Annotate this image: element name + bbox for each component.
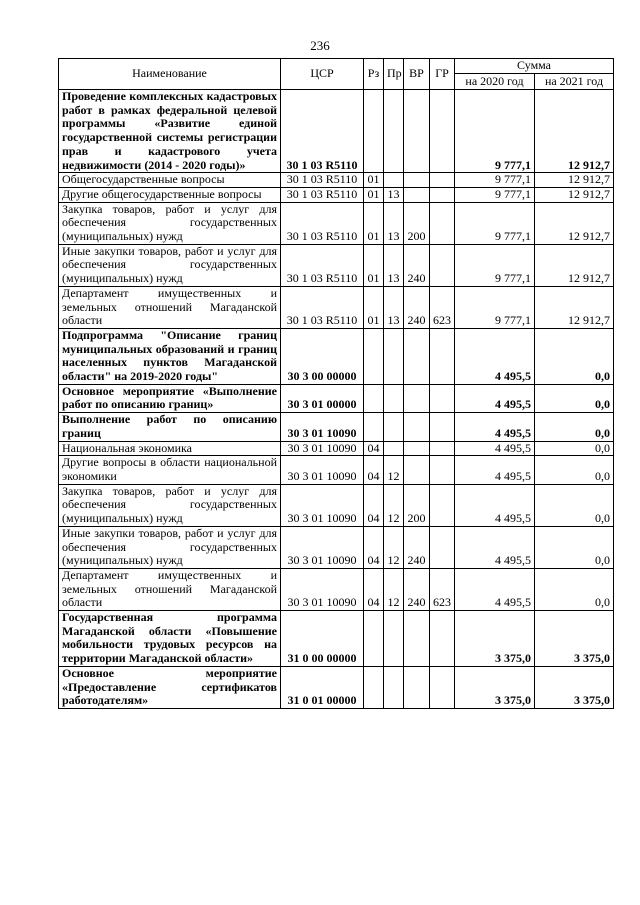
row-vr: [404, 173, 430, 188]
row-name: Другие общегосударственные вопросы: [59, 187, 281, 202]
row-rz: [364, 611, 384, 667]
row-csr: 30 3 01 10090: [281, 484, 364, 526]
row-pr: 13: [384, 202, 404, 244]
row-rz: [364, 384, 384, 412]
row-sum-2020: 4 495,5: [455, 526, 535, 568]
row-vr: [404, 611, 430, 667]
table-row: [59, 244, 614, 286]
header-2021: на 2021 год: [535, 74, 614, 90]
table-row: [59, 456, 614, 484]
row-vr: [404, 328, 430, 384]
row-sum-2021: 0,0: [535, 484, 614, 526]
header-name: Наименование: [59, 59, 281, 90]
row-pr: 12: [384, 568, 404, 610]
row-sum-2020: 4 495,5: [455, 484, 535, 526]
row-gr: [430, 611, 455, 667]
row-name: Государственная программа Магаданской области «Повышение мобильности трудовых ресурсов на территории Магаданской области»: [59, 611, 281, 667]
row-rz: [364, 328, 384, 384]
row-sum-2020: 4 495,5: [455, 384, 535, 412]
row-gr: [430, 244, 455, 286]
row-gr: [430, 173, 455, 188]
row-csr: 30 3 01 10090: [281, 456, 364, 484]
row-pr: [384, 90, 404, 173]
row-sum-2020: 9 777,1: [455, 173, 535, 188]
row-csr: 30 1 03 R5110: [281, 286, 364, 328]
row-vr: 240: [404, 244, 430, 286]
table-row: [59, 286, 614, 328]
row-sum-2021: 0,0: [535, 384, 614, 412]
table-row: [59, 413, 614, 441]
row-sum-2021: 12 912,7: [535, 286, 614, 328]
row-csr: 30 3 01 10090: [281, 568, 364, 610]
row-csr: 30 3 01 00000: [281, 384, 364, 412]
table-row: [59, 611, 614, 667]
row-name: Иные закупки товаров, работ и услуг для обеспечения государственных (муниципальных) нужд: [59, 244, 281, 286]
row-vr: [404, 384, 430, 412]
row-rz: 04: [364, 441, 384, 456]
row-gr: [430, 90, 455, 173]
row-sum-2020: 4 495,5: [455, 441, 535, 456]
table-row: [59, 90, 614, 173]
table-row: [59, 441, 614, 456]
budget-table: [58, 58, 614, 709]
row-sum-2020: 9 777,1: [455, 202, 535, 244]
row-sum-2021: 0,0: [535, 526, 614, 568]
row-sum-2021: 12 912,7: [535, 202, 614, 244]
row-pr: [384, 611, 404, 667]
header-sum: Сумма: [455, 59, 614, 74]
row-pr: 12: [384, 456, 404, 484]
row-name: Общегосударственные вопросы: [59, 173, 281, 188]
row-sum-2021: 0,0: [535, 568, 614, 610]
row-vr: [404, 413, 430, 441]
row-rz: [364, 666, 384, 708]
table-row: [59, 568, 614, 610]
row-sum-2020: 9 777,1: [455, 286, 535, 328]
row-sum-2021: 12 912,7: [535, 173, 614, 188]
row-gr: [430, 328, 455, 384]
row-vr: [404, 666, 430, 708]
table-row: [59, 526, 614, 568]
row-pr: [384, 666, 404, 708]
row-csr: 30 1 03 R5110: [281, 173, 364, 188]
row-pr: [384, 328, 404, 384]
table-row: [59, 173, 614, 188]
row-sum-2020: 9 777,1: [455, 90, 535, 173]
table-row: [59, 328, 614, 384]
row-sum-2021: 3 375,0: [535, 666, 614, 708]
row-rz: 04: [364, 568, 384, 610]
row-vr: 200: [404, 202, 430, 244]
table-row: [59, 187, 614, 202]
row-vr: [404, 90, 430, 173]
row-sum-2020: 4 495,5: [455, 413, 535, 441]
row-sum-2021: 12 912,7: [535, 90, 614, 173]
row-csr: 31 0 00 00000: [281, 611, 364, 667]
row-gr: 623: [430, 568, 455, 610]
row-csr: 30 1 03 R5110: [281, 244, 364, 286]
row-pr: 13: [384, 286, 404, 328]
header-csr: ЦСР: [281, 59, 364, 90]
row-gr: [430, 484, 455, 526]
table-row: [59, 666, 614, 708]
row-rz: 01: [364, 286, 384, 328]
row-gr: [430, 202, 455, 244]
row-pr: [384, 384, 404, 412]
row-sum-2020: 4 495,5: [455, 456, 535, 484]
row-pr: [384, 173, 404, 188]
header-2020: на 2020 год: [455, 74, 535, 90]
row-rz: 01: [364, 187, 384, 202]
table-row: [59, 202, 614, 244]
row-rz: [364, 90, 384, 173]
row-name: Выполнение работ по описанию границ: [59, 413, 281, 441]
row-pr: [384, 441, 404, 456]
row-vr: 240: [404, 568, 430, 610]
header-gr: ГР: [430, 59, 455, 90]
row-name: Проведение комплексных кадастровых работ в рамках федеральной целевой программы «Развитие единой государственной системы регистрации прав и кадастрового учета недвижимости (2014 - 2020 годы)»: [59, 90, 281, 173]
row-csr: 30 3 01 10090: [281, 526, 364, 568]
row-csr: 30 1 03 R5110: [281, 187, 364, 202]
row-name: Департамент имущественных и земельных отношений Магаданской области: [59, 568, 281, 610]
row-sum-2021: 12 912,7: [535, 187, 614, 202]
row-sum-2021: 0,0: [535, 441, 614, 456]
header-rz: Рз: [364, 59, 384, 90]
row-gr: [430, 441, 455, 456]
row-vr: [404, 187, 430, 202]
row-pr: 13: [384, 244, 404, 286]
row-sum-2020: 3 375,0: [455, 611, 535, 667]
row-name: Закупка товаров, работ и услуг для обеспечения государственных (муниципальных) нужд: [59, 484, 281, 526]
row-rz: 01: [364, 202, 384, 244]
row-rz: 04: [364, 484, 384, 526]
row-name: Другие вопросы в области национальной экономики: [59, 456, 281, 484]
row-name: Основное мероприятие «Выполнение работ по описанию границ»: [59, 384, 281, 412]
row-gr: [430, 526, 455, 568]
row-csr: 30 1 03 R5110: [281, 90, 364, 173]
row-csr: 30 1 03 R5110: [281, 202, 364, 244]
row-rz: 04: [364, 526, 384, 568]
row-vr: [404, 456, 430, 484]
row-csr: 30 3 00 00000: [281, 328, 364, 384]
row-sum-2021: 0,0: [535, 456, 614, 484]
row-pr: 12: [384, 484, 404, 526]
row-pr: [384, 413, 404, 441]
row-vr: 240: [404, 526, 430, 568]
row-name: Закупка товаров, работ и услуг для обеспечения государственных (муниципальных) нужд: [59, 202, 281, 244]
row-name: Подпрограмма "Описание границ муниципальных образований и границ населенных пунктов Магаданской области" на 2019-2020 годы": [59, 328, 281, 384]
row-sum-2020: 3 375,0: [455, 666, 535, 708]
table-row: [59, 484, 614, 526]
row-vr: 240: [404, 286, 430, 328]
row-sum-2020: 4 495,5: [455, 328, 535, 384]
row-rz: [364, 413, 384, 441]
row-gr: [430, 384, 455, 412]
row-gr: 623: [430, 286, 455, 328]
row-gr: [430, 413, 455, 441]
row-rz: 01: [364, 173, 384, 188]
row-csr: 30 3 01 10090: [281, 413, 364, 441]
row-name: Иные закупки товаров, работ и услуг для обеспечения государственных (муниципальных) нужд: [59, 526, 281, 568]
row-rz: 04: [364, 456, 384, 484]
row-vr: 200: [404, 484, 430, 526]
row-sum-2020: 4 495,5: [455, 568, 535, 610]
row-name: Основное мероприятие «Предоставление сертификатов работодателям»: [59, 666, 281, 708]
row-sum-2021: 3 375,0: [535, 611, 614, 667]
header-vr: ВР: [404, 59, 430, 90]
row-sum-2020: 9 777,1: [455, 244, 535, 286]
row-gr: [430, 187, 455, 202]
row-gr: [430, 456, 455, 484]
row-sum-2021: 0,0: [535, 413, 614, 441]
row-pr: 12: [384, 526, 404, 568]
row-csr: 31 0 01 00000: [281, 666, 364, 708]
row-sum-2021: 12 912,7: [535, 244, 614, 286]
row-rz: 01: [364, 244, 384, 286]
row-csr: 30 3 01 10090: [281, 441, 364, 456]
page-number: 236: [310, 38, 330, 53]
row-pr: 13: [384, 187, 404, 202]
row-sum-2020: 9 777,1: [455, 187, 535, 202]
row-name: Департамент имущественных и земельных отношений Магаданской области: [59, 286, 281, 328]
row-gr: [430, 666, 455, 708]
header-pr: Пр: [384, 59, 404, 90]
table-row: [59, 384, 614, 412]
row-name: Национальная экономика: [59, 441, 281, 456]
row-vr: [404, 441, 430, 456]
row-sum-2021: 0,0: [535, 328, 614, 384]
